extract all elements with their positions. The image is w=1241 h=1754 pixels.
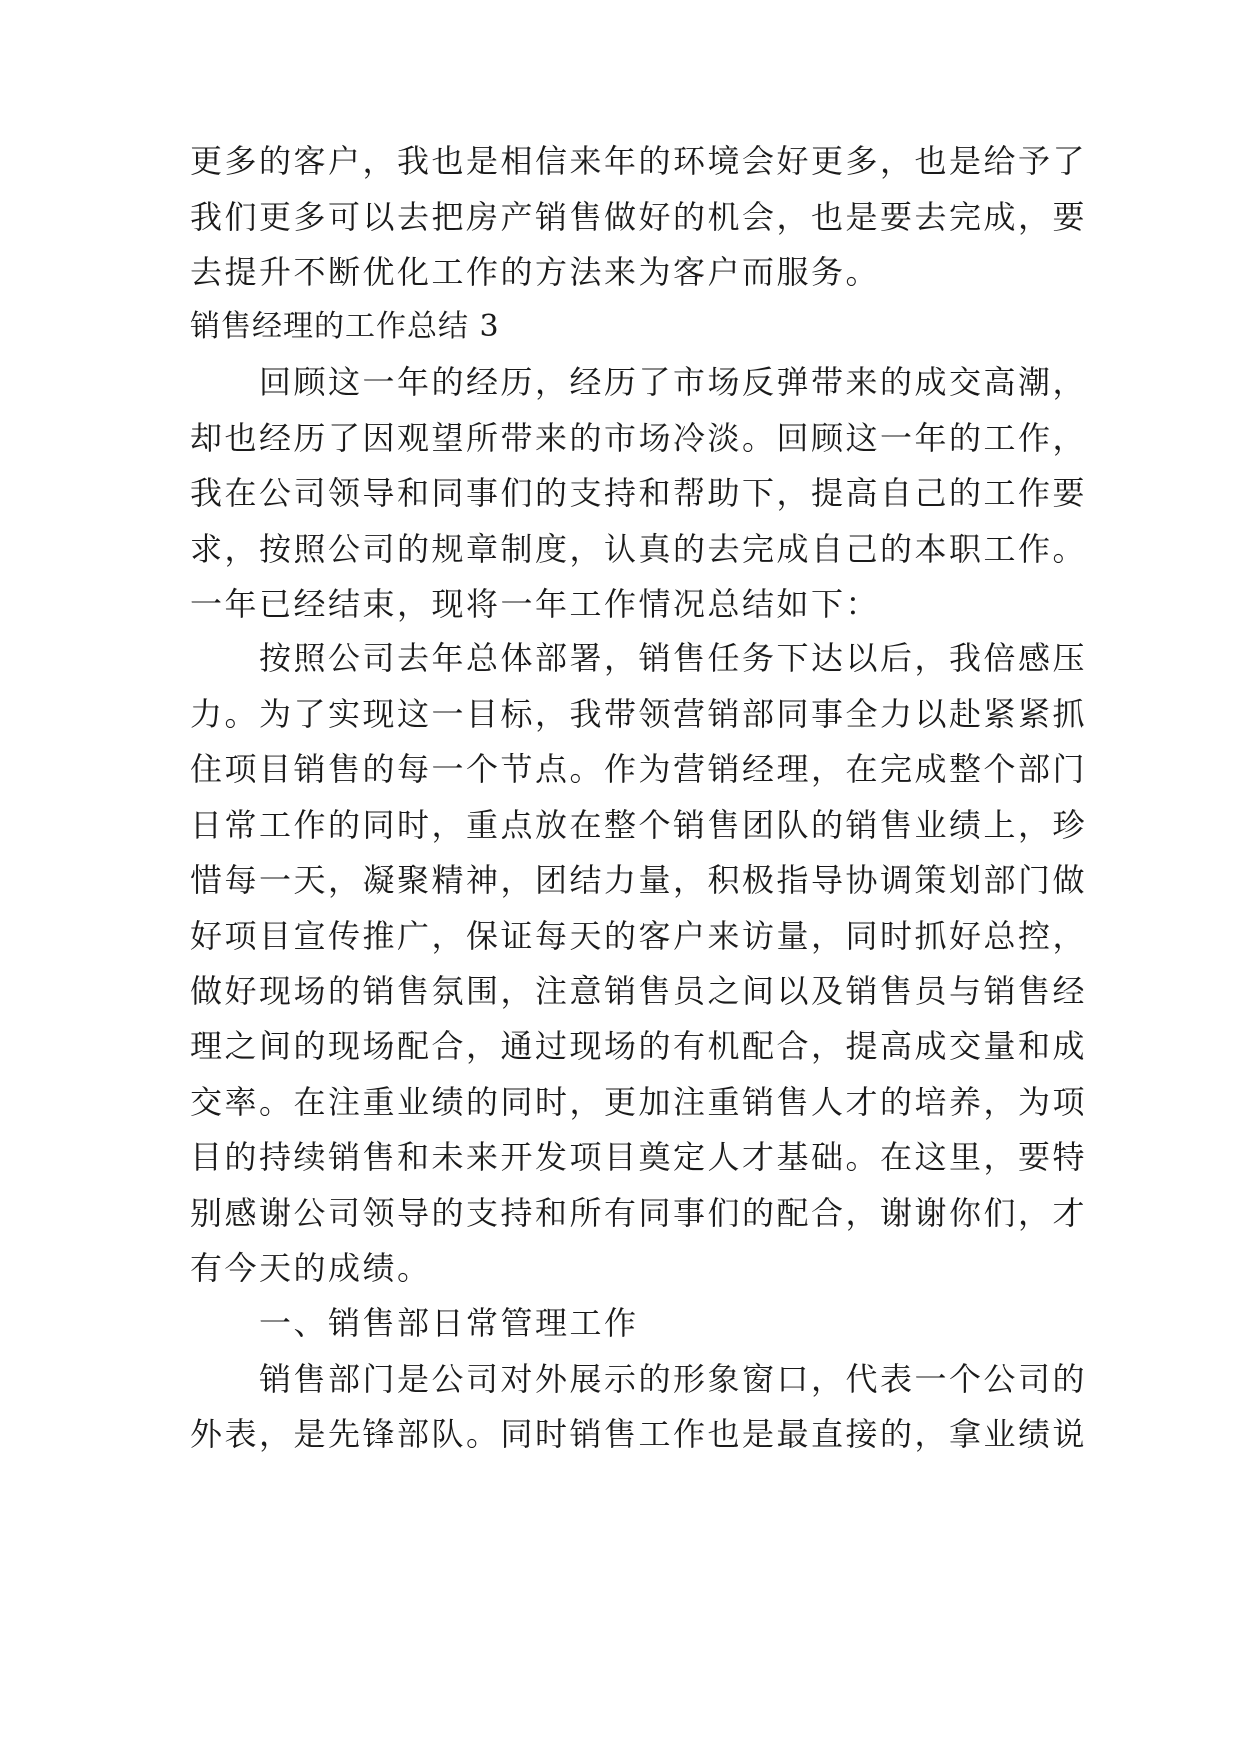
text-line: 更多的客户，我也是相信来年的环境会好更多，也是给予了 xyxy=(190,142,1088,180)
text-line: 一年已经结束，现将一年工作情况总结如下： xyxy=(190,585,881,623)
text-line: 目的持续销售和未来开发项目奠定人才基础。在这里，要特 xyxy=(190,1138,1088,1176)
text-line: 销售部门是公司对外展示的形象窗口，代表一个公司的 xyxy=(190,1360,1088,1398)
text-line: 有今天的成绩。 xyxy=(190,1249,432,1287)
text-line: 住项目销售的每一个节点。作为营销经理，在完成整个部门 xyxy=(190,750,1088,788)
text-line: 按照公司去年总体部署，销售任务下达以后，我倍感压 xyxy=(190,639,1088,677)
text-line: 回顾这一年的经历，经历了市场反弹带来的成交高潮， xyxy=(190,363,1088,401)
section-heading: 销售经理的工作总结 3 xyxy=(190,309,500,344)
text-line: 我在公司领导和同事们的支持和帮助下，提高自己的工作要 xyxy=(190,474,1088,512)
text-line: 求，按照公司的规章制度，认真的去完成自己的本职工作。 xyxy=(190,530,1088,568)
text-line: 却也经历了因观望所带来的市场冷淡。回顾这一年的工作， xyxy=(190,419,1088,457)
text-line: 力。为了实现这一目标，我带领营销部同事全力以赴紧紧抓 xyxy=(190,695,1088,733)
text-line: 去提升不断优化工作的方法来为客户而服务。 xyxy=(190,253,881,291)
text-line: 做好现场的销售氛围，注意销售员之间以及销售员与销售经 xyxy=(190,972,1088,1010)
text-line: 理之间的现场配合，通过现场的有机配合，提高成交量和成 xyxy=(190,1027,1088,1065)
text-line: 交率。在注重业绩的同时，更加注重销售人才的培养，为项 xyxy=(190,1083,1088,1121)
text-line: 外表，是先锋部队。同时销售工作也是最直接的，拿业绩说 xyxy=(190,1415,1088,1453)
text-line: 好项目宣传推广，保证每天的客户来访量，同时抓好总控， xyxy=(190,917,1088,955)
subsection-heading: 一、销售部日常管理工作 xyxy=(190,1304,639,1342)
text-line: 别感谢公司领导的支持和所有同事们的配合，谢谢你们，才 xyxy=(190,1194,1088,1232)
text-line: 惜每一天，凝聚精神，团结力量，积极指导协调策划部门做 xyxy=(190,861,1088,899)
text-line: 我们更多可以去把房产销售做好的机会，也是要去完成，要 xyxy=(190,198,1088,236)
text-line: 日常工作的同时，重点放在整个销售团队的销售业绩上，珍 xyxy=(190,806,1088,844)
